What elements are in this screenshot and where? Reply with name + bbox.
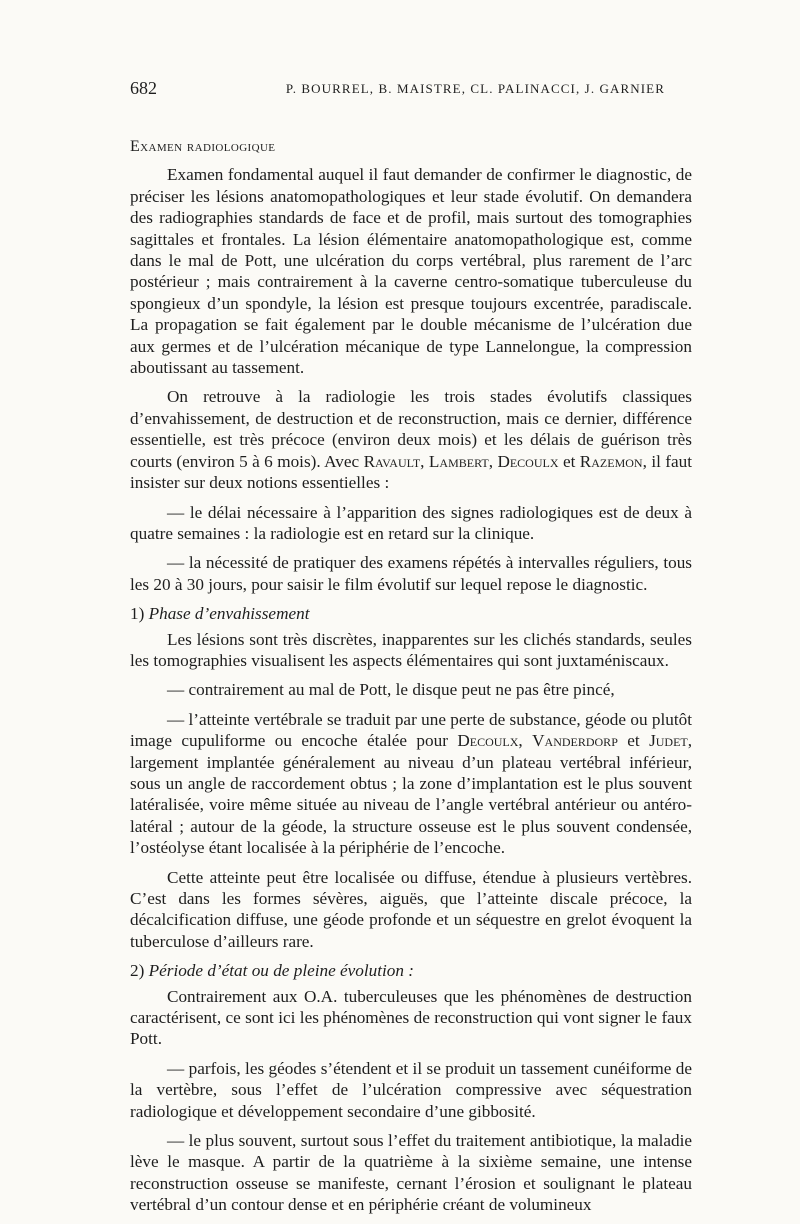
paragraph: Les lésions sont très discrètes, inapparentes sur les clichés standards, seules les tomographies visualisent les aspects élémentaires qui sont juxtaméniscaux. bbox=[130, 629, 692, 670]
author-name: Decoulx bbox=[457, 731, 519, 751]
paragraph: — la nécessité de pratiquer des examens répétés à intervalles réguliers, tous les 20 à 30 jours, pour saisir le film évolutif sur lequel repose le diagnostic. bbox=[130, 553, 692, 594]
paragraph-text: , il faut insister sur deux notions essentielles : bbox=[130, 451, 693, 493]
paragraph: — parfois, les géodes s’étendent et il se produit un tassement cunéiforme de la vertèbre, sous l’effet de l’ulcération compressive avec séquestration radiologique et développement secondaire d’une gibbosité. bbox=[130, 1058, 692, 1121]
paragraph-text: , largement implantée généralement au niveau d’un plateau vertébral inférieur, sous un angle de raccordement obtus ; la zone d’implantation est le plus souvent latéralisée, voire même située au niveau de l’angle vertébral antérieur ou antéro-latéral ; autour de la géode, la structure osseuse est le plus souvent condensée, l’ostéolyse étant localisée à la périphérie de l’encoche. bbox=[130, 731, 693, 858]
subsection-heading bbox=[130, 603, 692, 624]
author-name: Judet bbox=[649, 731, 688, 751]
conjunction: et bbox=[627, 731, 640, 751]
subsection-heading bbox=[130, 960, 692, 981]
paragraph: On retrouve à la radiologie les trois stades évolutifs classiques d’envahissement, de destruction et de reconstruction, mais ce dernier, différence essentielle, est très précoce (environ deux mois) et les délais de guérison très courts (environ 5 à 6 mois). Avec Ravault, Lambert, Decoulx et Razemon, il faut insister sur deux notions essentielles : bbox=[130, 387, 693, 493]
subsection-title: Période d’état ou de pleine évolution : bbox=[148, 961, 414, 981]
author-name: Vanderdorp bbox=[532, 731, 618, 751]
paragraph-text: — l’atteinte vertébrale se traduit par une perte de substance, géode ou plutôt image cupuliforme ou encoche étalée pour bbox=[130, 709, 692, 751]
author-name: Decoulx bbox=[497, 451, 559, 471]
subsection-title: Phase d’envahissement bbox=[148, 604, 310, 624]
paragraph: — le plus souvent, surtout sous l’effet du traitement antibiotique, la maladie lève le masque. A partir de la quatrième à la sixième semaine, une intense reconstruction osseuse se manifeste, cernant l’érosion et soulignant le plateau vertébral d’un contour dense et en périphérie créant de volumineux bbox=[130, 1131, 692, 1215]
author-name: Ravault bbox=[363, 451, 421, 471]
section-title: Examen radiologique bbox=[130, 138, 276, 155]
paragraph: — l’atteinte vertébrale se traduit par une perte de substance, géode ou plutôt image cupuliforme ou encoche étalée pour Decoulx, Vanderdorp et Judet, largement implantée généralement au niveau d’un plateau vertébral inférieur, sous un angle de raccordement obtus ; la zone d’implantation est le plus souvent latéralisée, voire même située au niveau de l’angle vertébral antérieur ou antéro-latéral ; autour de la géode, la structure osseuse est le plus souvent condensée, l’ostéolyse étant localisée à la périphérie de l’encoche. bbox=[130, 709, 693, 858]
author-name: Razemon bbox=[579, 451, 643, 471]
author-name: Lambert bbox=[428, 451, 489, 471]
paragraph: Cette atteinte peut être localisée ou diffuse, étendue à plusieurs vertèbres. C’est dans les formes sévères, aiguës, que l’atteinte discale précoce, la décalcification diffuse, une géode profonde et un séquestre en grelot évoquent la tuberculose d’ailleurs rare. bbox=[130, 867, 692, 951]
subsection-number: 1) bbox=[130, 604, 145, 624]
subsection-number: 2) bbox=[130, 961, 145, 981]
page-header bbox=[130, 78, 665, 100]
running-head: P. BOURREL, B. MAISTRE, CL. PALINACCI, J. GARNIER bbox=[285, 81, 665, 96]
paragraph-text: On retrouve à la radiologie les trois stades évolutifs classiques d’envahissement, de destruction et de reconstruction, mais ce dernier, différence essentielle, est très précoce (environ deux mois) et les délais de guérison très courts (environ 5 à 6 mois). Avec bbox=[130, 387, 692, 471]
paragraph: — contrairement au mal de Pott, le disque peut ne pas être pincé, bbox=[167, 680, 615, 700]
article-body bbox=[130, 136, 692, 1224]
paragraph: — le délai nécessaire à l’apparition des signes radiologiques est de deux à quatre semaines : la radiologie est en retard sur la clinique. bbox=[130, 502, 692, 543]
paragraph: Examen fondamental auquel il faut demander de confirmer le diagnostic, de préciser les lésions anatomopathologiques et leur stade évolutif. On demandera des radiographies standards de face et de profil, mais surtout des tomographies sagittales et frontales. La lésion élémentaire anatomopathologique est, comme dans le mal de Pott, une ulcération du corps vertébral, plus rarement de l’arc postérieur ; mais contrairement à la caverne centro-somatique tuberculeuse du spongieux d’un spondyle, la lésion est presque toujours excentrée, paradiscale. La propagation se fait également par le double mécanisme de l’ulcération due aux germes et de l’ulcération mécanique de type Lannelongue, la compression aboutissant au tassement. bbox=[130, 165, 692, 378]
paragraph: Contrairement aux O.A. tuberculeuses que les phénomènes de destruction caractérisent, ce sont ici les phénomènes de reconstruction qui vont signer le faux Pott. bbox=[130, 986, 692, 1049]
page-number: 682 bbox=[130, 78, 157, 98]
conjunction: et bbox=[562, 451, 576, 471]
